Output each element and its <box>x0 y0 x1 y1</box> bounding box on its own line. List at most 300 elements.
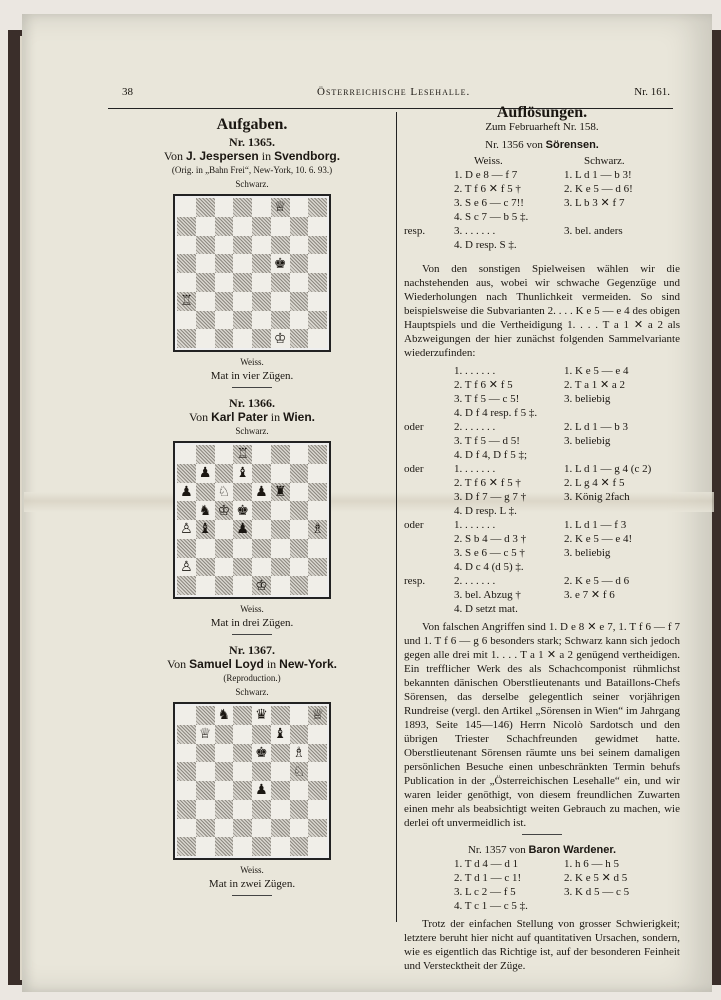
problem-number: Nr. 1366. <box>229 396 275 410</box>
move-prefix <box>404 546 454 560</box>
black-move: 2. T a 1 ✕ a 2 <box>564 379 626 391</box>
black-move <box>564 560 674 574</box>
chess-piece-icon: ♝ <box>273 726 287 743</box>
board-square <box>271 744 290 763</box>
board-square <box>215 464 234 483</box>
board-square <box>290 520 309 539</box>
white-move: 2. T f 6 ✕ f 5 † <box>454 477 521 489</box>
black-move: 2. L d 1 — b 3 <box>564 421 629 433</box>
board-square <box>271 800 290 819</box>
board-square <box>290 576 309 595</box>
board-square <box>233 329 252 348</box>
board-square <box>215 800 234 819</box>
board-square <box>233 576 252 595</box>
problem-task: Mat in drei Zügen. <box>210 617 294 629</box>
solution-author: Baron Wardener. <box>528 844 617 856</box>
solution-title: Nr. 1356 von Sörensen. <box>485 139 599 151</box>
problem-origin: (Orig. in „Bahn Frei“, New-York, 10. 6. 93.) <box>171 165 333 175</box>
board-square <box>252 198 271 217</box>
black-move <box>564 210 674 224</box>
board-square <box>252 819 271 838</box>
board-square <box>271 464 290 483</box>
board-square <box>271 292 290 311</box>
black-move <box>564 899 674 913</box>
board-square <box>252 501 271 520</box>
board-square <box>308 483 327 502</box>
move-prefix <box>404 392 454 406</box>
black-label: Schwarz. <box>235 179 269 189</box>
chess-board <box>173 194 331 352</box>
board-square <box>177 311 196 330</box>
move-prefix <box>404 490 454 504</box>
chess-piece-icon: ♟ <box>198 465 212 482</box>
board-square <box>290 762 309 781</box>
problem-1365 <box>118 135 386 388</box>
board-square <box>252 539 271 558</box>
problem-author: Samuel Loyd <box>189 657 264 671</box>
board-square <box>252 558 271 577</box>
board-square <box>177 217 196 236</box>
black-move: 1. K e 5 — e 4 <box>564 365 629 377</box>
problem-1366 <box>118 396 386 635</box>
board-square <box>271 725 290 744</box>
board-square <box>177 520 196 539</box>
board-square <box>290 254 309 273</box>
board-square <box>252 744 271 763</box>
chess-piece-icon: ♘ <box>292 763 306 780</box>
board-square <box>252 329 271 348</box>
board-square <box>233 520 252 539</box>
board-square <box>233 311 252 330</box>
board-square <box>177 464 196 483</box>
move-prefix <box>404 899 454 913</box>
board-square <box>215 198 234 217</box>
board-square <box>308 837 327 856</box>
board-square <box>215 236 234 255</box>
move-prefix <box>404 588 454 602</box>
board-square <box>233 837 252 856</box>
problem-task: Mat in vier Zügen. <box>210 370 294 382</box>
board-square <box>196 781 215 800</box>
board-square <box>290 273 309 292</box>
board-square <box>290 483 309 502</box>
board-square <box>215 837 234 856</box>
board-square <box>196 292 215 311</box>
chess-piece-icon: ♔ <box>273 330 287 347</box>
board-square <box>290 706 309 725</box>
chess-piece-icon: ♕ <box>198 726 212 743</box>
board-square <box>215 762 234 781</box>
board-square <box>196 539 215 558</box>
board-square <box>196 819 215 838</box>
board-square <box>271 781 290 800</box>
board-square <box>252 236 271 255</box>
chess-piece-icon: ♙ <box>180 521 193 538</box>
white-label: Weiss. <box>240 604 264 614</box>
column-divider <box>396 112 397 922</box>
board-square <box>196 483 215 502</box>
solutions-heading: Auflösungen. <box>496 104 588 121</box>
board-square <box>308 329 327 348</box>
board-square <box>233 725 252 744</box>
solution-title: Nr. 1357 von Baron Wardener. <box>467 844 617 856</box>
board-square <box>196 744 215 763</box>
black-label: Schwarz. <box>235 687 269 697</box>
black-move: 3. bel. anders <box>564 225 623 237</box>
board-square <box>252 725 271 744</box>
board-square <box>233 273 252 292</box>
board-square <box>233 501 252 520</box>
white-move: 3. D f 7 — g 7 † <box>454 491 527 503</box>
board-square <box>271 236 290 255</box>
separator <box>232 634 272 635</box>
board-square <box>177 273 196 292</box>
white-move: 3. T f 5 — c 5! <box>454 393 520 405</box>
chess-piece-icon: ♛ <box>255 707 268 724</box>
board-square <box>215 292 234 311</box>
board-square <box>308 254 327 273</box>
board-square <box>196 329 215 348</box>
board-square <box>196 464 215 483</box>
chess-piece-icon: ♗ <box>311 521 324 538</box>
white-move: 3. bel. Abzug † <box>454 589 521 601</box>
board-square <box>177 254 196 273</box>
move-prefix <box>404 871 454 885</box>
board-square <box>196 445 215 464</box>
chess-piece-icon: ♝ <box>198 521 212 538</box>
board-square <box>196 520 215 539</box>
black-move <box>564 406 674 420</box>
board-square <box>290 819 309 838</box>
board-square <box>308 576 327 595</box>
white-label: Weiss. <box>240 865 264 875</box>
black-label: Schwarz. <box>235 426 269 436</box>
problem-task: Mat in zwei Zügen. <box>208 878 296 890</box>
board-square <box>308 217 327 236</box>
board-square <box>177 539 196 558</box>
board-square <box>308 558 327 577</box>
board-square <box>233 254 252 273</box>
move-prefix <box>404 504 454 518</box>
black-move: 2. L g 4 ✕ f 5 <box>564 477 625 489</box>
white-move: 1. . . . . . . <box>454 463 496 475</box>
problem-byline: Von J. Jespersen in Svendborg. <box>163 149 341 163</box>
black-move: 3. e 7 ✕ f 6 <box>564 589 615 601</box>
board-square <box>308 762 327 781</box>
board-square <box>308 464 327 483</box>
chess-piece-icon: ♖ <box>236 446 249 463</box>
chess-piece-icon: ♚ <box>236 502 249 519</box>
board-square <box>196 217 215 236</box>
board-square <box>233 706 252 725</box>
black-move <box>564 602 674 616</box>
white-move: 2. S b 4 — d 3 † <box>454 533 527 545</box>
board-square <box>308 273 327 292</box>
problem-byline: Von Samuel Loyd in New-York. <box>167 657 337 671</box>
board-square <box>271 706 290 725</box>
board-square <box>252 800 271 819</box>
board-square <box>233 762 252 781</box>
black-move: 3. beliebig <box>564 435 611 447</box>
white-move: 4. T c 1 — c 5 ‡. <box>454 900 528 912</box>
board-square <box>271 311 290 330</box>
board-square <box>271 445 290 464</box>
board-square <box>215 483 234 502</box>
board-square <box>215 781 234 800</box>
chess-piece-icon: ♔ <box>217 502 231 519</box>
board-square <box>215 539 234 558</box>
board-square <box>177 819 196 838</box>
chess-piece-icon: ♕ <box>311 707 324 724</box>
board-square <box>290 464 309 483</box>
black-move: 1. L d 1 — b 3! <box>564 169 632 181</box>
board-square <box>233 483 252 502</box>
black-move <box>564 238 674 252</box>
board-square <box>233 292 252 311</box>
black-move <box>564 448 674 462</box>
problem-place: New-York. <box>279 657 337 671</box>
move-prefix <box>404 364 454 378</box>
board-square <box>177 781 196 800</box>
board-square <box>271 576 290 595</box>
moves-block <box>404 364 680 616</box>
white-move: 4. D f 4 resp. f 5 ‡. <box>454 407 538 419</box>
board-square <box>290 445 309 464</box>
board-square <box>252 483 271 502</box>
board-square <box>215 329 234 348</box>
board-square <box>177 762 196 781</box>
board-square <box>290 198 309 217</box>
board-square <box>252 576 271 595</box>
board-square <box>308 292 327 311</box>
move-prefix: oder <box>404 519 424 531</box>
chess-piece-icon: ♔ <box>255 577 268 594</box>
board-square <box>196 800 215 819</box>
board-square <box>196 725 215 744</box>
board-square <box>252 520 271 539</box>
board-square <box>271 539 290 558</box>
board-square <box>233 198 252 217</box>
board-square <box>196 706 215 725</box>
board-square <box>215 273 234 292</box>
board-square <box>177 744 196 763</box>
board-square <box>252 217 271 236</box>
moves-block <box>404 857 680 913</box>
black-move: 1. L d 1 — g 4 (c 2) <box>564 463 652 475</box>
journal-title: Österreichische Lesehalle. <box>317 86 471 98</box>
board-square <box>233 539 252 558</box>
board-square <box>215 254 234 273</box>
white-label: Weiss. <box>240 357 264 367</box>
board-square <box>290 292 309 311</box>
chess-piece-icon: ♟ <box>255 483 268 500</box>
board-square <box>290 311 309 330</box>
problem-author: Karl Pater <box>211 410 268 424</box>
solution-author: Sörensen. <box>545 139 599 151</box>
board-square <box>271 520 290 539</box>
board-square <box>196 254 215 273</box>
board-square <box>290 837 309 856</box>
separator <box>522 834 562 835</box>
board-square <box>196 762 215 781</box>
board-square <box>252 292 271 311</box>
board-square <box>271 501 290 520</box>
chess-piece-icon: ♙ <box>180 558 193 575</box>
white-move: 1. . . . . . . <box>454 519 496 531</box>
board-square <box>177 558 196 577</box>
board-square <box>196 501 215 520</box>
board-square <box>252 464 271 483</box>
chess-piece-icon: ♜ <box>273 483 287 500</box>
board-square <box>177 198 196 217</box>
problems-column <box>118 118 386 904</box>
board-square <box>271 329 290 348</box>
white-move: 4. S c 7 — b 5 ‡. <box>454 211 529 223</box>
chess-board <box>173 702 331 860</box>
board-square <box>308 445 327 464</box>
board-square <box>233 781 252 800</box>
white-move: 2. T f 6 ✕ f 5 <box>454 379 513 391</box>
problem-place: Wien. <box>283 410 316 424</box>
board-square <box>215 501 234 520</box>
board-square <box>290 781 309 800</box>
board-square <box>177 837 196 856</box>
white-move: 2. T d 1 — c 1! <box>454 872 522 884</box>
move-prefix <box>404 210 454 224</box>
move-prefix: resp. <box>404 225 426 237</box>
commentary-paragraph: Trotz der einfachen Stellung von grosser Schwierigkeit; letztere beruht hier nicht auf quantitativen Ursachen, sondern, wie es eigentlich das Richtige ist, auf der besonderen Feinheit und Verstecktheit der Züge. <box>404 918 680 972</box>
page-number: 38 <box>122 86 133 98</box>
white-move: 2. . . . . . . <box>454 421 496 433</box>
board-square <box>252 762 271 781</box>
board-square <box>215 311 234 330</box>
commentary-paragraph: Von den sonstigen Spielweisen wählen wir die nachstehenden aus, wobei wir schwache Gegenzüge und Wiederholungen nach Thunlichkeit vermeiden. So sind beispielsweise die Subvarianten 2. . . . K e 5 — e 4 des obigen Hauptspiels und die Vertheidigung 1. . . . T a 1 ✕ a 2 als Abzweigungen der hier zunächst folgenden Sammelvariante wiederzufinden: <box>404 263 680 359</box>
move-prefix <box>404 476 454 490</box>
board-square <box>177 725 196 744</box>
problem-place: Svendborg. <box>274 149 341 163</box>
board-square <box>252 837 271 856</box>
move-prefix: oder <box>404 421 424 433</box>
board-square <box>196 273 215 292</box>
white-move: 3. L c 2 — f 5 <box>454 886 516 898</box>
board-square <box>290 501 309 520</box>
board-square <box>271 483 290 502</box>
white-move: 2. . . . . . . <box>454 575 496 587</box>
move-prefix: oder <box>404 463 424 475</box>
chess-board <box>173 441 331 599</box>
board-square <box>271 558 290 577</box>
board-square <box>177 329 196 348</box>
board-square <box>308 198 327 217</box>
board-square <box>233 236 252 255</box>
board-square <box>290 800 309 819</box>
board-square <box>215 725 234 744</box>
move-prefix <box>404 857 454 871</box>
move-prefix <box>404 406 454 420</box>
moves-block <box>404 168 680 252</box>
white-move: 4. D resp. S ‡. <box>454 239 517 251</box>
board-square <box>290 329 309 348</box>
separator <box>232 895 272 896</box>
move-prefix <box>404 378 454 392</box>
board-square <box>252 273 271 292</box>
board-square <box>308 744 327 763</box>
board-square <box>308 819 327 838</box>
board-square <box>290 217 309 236</box>
board-square <box>290 725 309 744</box>
solutions-subheading: Zum Februarheft Nr. 158. <box>485 121 599 133</box>
board-square <box>271 273 290 292</box>
move-prefix <box>404 182 454 196</box>
white-move: 1. D e 8 — f 7 <box>454 169 518 181</box>
chess-piece-icon: ♕ <box>273 199 287 216</box>
board-square <box>308 520 327 539</box>
move-prefix <box>404 434 454 448</box>
board-square <box>177 292 196 311</box>
board-square <box>177 483 196 502</box>
black-move: 1. L d 1 — f 3 <box>564 519 627 531</box>
move-prefix <box>404 602 454 616</box>
board-square <box>196 198 215 217</box>
board-square <box>196 558 215 577</box>
black-move: 3. beliebig <box>564 393 611 405</box>
move-prefix <box>404 448 454 462</box>
board-square <box>308 539 327 558</box>
white-move: 3. . . . . . . <box>454 225 496 237</box>
problem-author: J. Jespersen <box>186 149 259 163</box>
white-move: 3. T f 5 — d 5! <box>454 435 520 447</box>
problem-number: Nr. 1365. <box>229 135 275 149</box>
board-square <box>308 781 327 800</box>
board-square <box>290 236 309 255</box>
issue-number: Nr. 161. <box>634 86 670 98</box>
board-square <box>271 198 290 217</box>
chess-piece-icon: ♞ <box>198 502 212 519</box>
board-square <box>233 464 252 483</box>
problem-origin: (Reproduction.) <box>223 673 281 683</box>
chess-piece-icon: ♟ <box>236 521 249 538</box>
board-square <box>233 217 252 236</box>
board-square <box>233 800 252 819</box>
board-square <box>308 236 327 255</box>
board-square <box>215 744 234 763</box>
board-square <box>308 725 327 744</box>
board-square <box>196 576 215 595</box>
chess-piece-icon: ♖ <box>180 293 193 310</box>
white-move: 1. T d 4 — d 1 <box>454 858 519 870</box>
separator <box>232 387 272 388</box>
board-square <box>177 800 196 819</box>
move-prefix <box>404 560 454 574</box>
black-move: 2. K e 5 ✕ d 5 <box>564 872 628 884</box>
move-prefix <box>404 885 454 899</box>
board-square <box>177 576 196 595</box>
white-move: 3. S e 6 — c 5 † <box>454 547 525 559</box>
chess-piece-icon: ♚ <box>273 255 287 272</box>
board-square <box>215 576 234 595</box>
running-header <box>122 86 670 104</box>
chess-piece-icon: ♞ <box>217 707 231 724</box>
chess-piece-icon: ♗ <box>292 744 306 761</box>
chess-piece-icon: ♟ <box>255 782 268 799</box>
board-square <box>290 744 309 763</box>
board-square <box>308 800 327 819</box>
black-move: 2. K e 5 — d 6 <box>564 575 630 587</box>
problem-1367 <box>118 643 386 896</box>
board-square <box>233 819 252 838</box>
board-square <box>177 706 196 725</box>
black-move: 3. König 2fach <box>564 491 630 503</box>
